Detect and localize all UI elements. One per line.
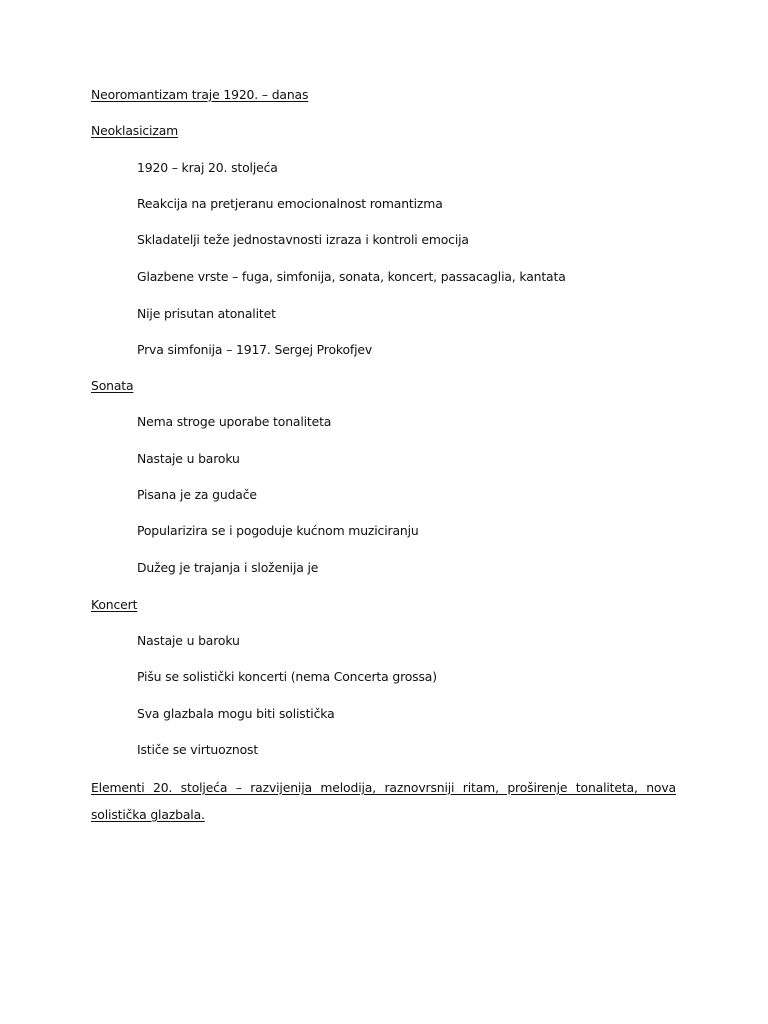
list-item: Prva simfonija – 1917. Sergej Prokofjev: [137, 342, 373, 357]
section-title-neoklasicizam: Neoklasicizam: [91, 123, 179, 138]
section-title-sonata: Sonata: [91, 378, 134, 393]
list-item: Reakcija na pretjeranu emocionalnost romantizma: [137, 196, 443, 211]
list-item: Pisana je za gudače: [137, 487, 257, 502]
closing-paragraph: Elementi 20. stoljeća – razvijenija melodija, raznovrsniji ritam, proširenje tonaliteta, nova solistička glazbala.: [91, 780, 676, 822]
list-item: Glazbene vrste – fuga, simfonija, sonata, koncert, passacaglia, kantata: [137, 269, 566, 284]
list-item: Skladatelji teže jednostavnosti izraza i kontroli emocija: [137, 232, 469, 247]
list-item: Nastaje u baroku: [137, 451, 240, 466]
list-item: 1920 – kraj 20. stoljeća: [137, 160, 278, 175]
list-item: Popularizira se i pogoduje kućnom muziciranju: [137, 523, 419, 538]
list-item: Pišu se solistički koncerti (nema Concerta grossa): [137, 669, 437, 684]
list-item: Ističe se virtuoznost: [137, 742, 259, 757]
list-item: Nije prisutan atonalitet: [137, 306, 276, 321]
document-heading: Neoromantizam traje 1920. – danas: [91, 87, 309, 102]
list-item: Nastaje u baroku: [137, 633, 240, 648]
list-item: Nema stroge uporabe tonaliteta: [137, 414, 332, 429]
list-item: Sva glazbala mogu biti solistička: [137, 706, 335, 721]
list-item: Dužeg je trajanja i složenija je: [137, 560, 319, 575]
section-title-koncert: Koncert: [91, 597, 138, 612]
